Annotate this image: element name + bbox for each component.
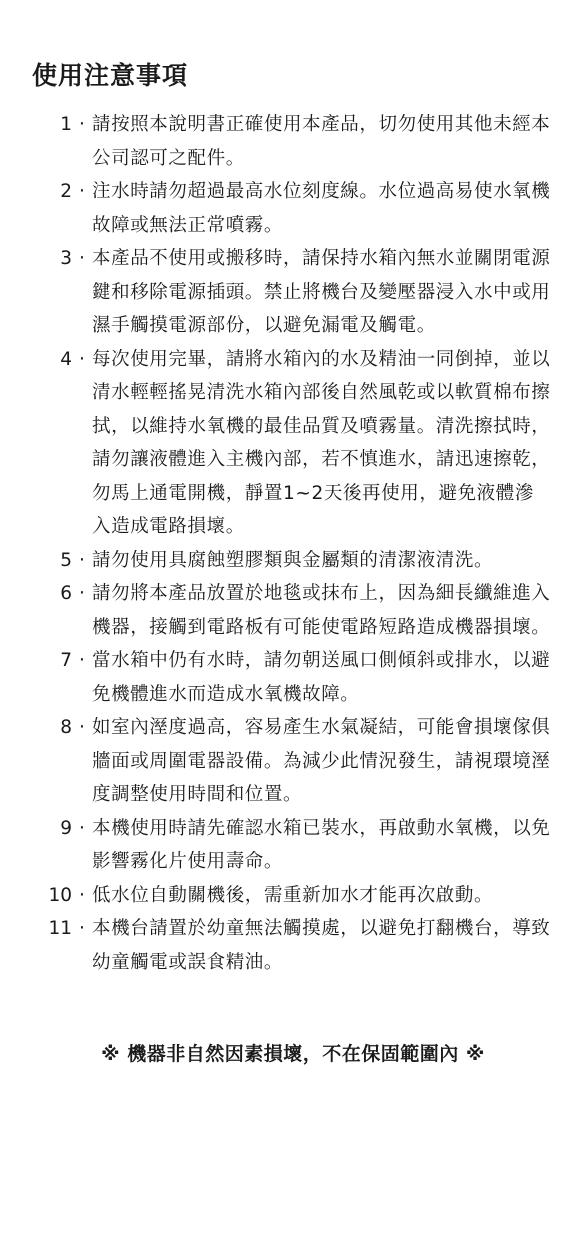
list-item	[32, 577, 586, 644]
item-separator: ·	[79, 650, 85, 671]
item-text: 如室內溼度過高，容易產生水氣凝結，可能會損壞傢俱牆面或周圍電器設備。為減少此情況發生，請視環境溼度調整使用時間和位置。	[92, 717, 551, 805]
item-number: 1	[60, 114, 72, 135]
list-item	[32, 879, 586, 913]
list-item	[32, 544, 586, 578]
item-text: 當水箱中仍有水時，請勿朝送風口側傾斜或排水，以避免機體進水而造成水氧機故障。	[92, 650, 551, 705]
item-separator: ·	[79, 717, 85, 738]
item-number: 2	[60, 181, 72, 202]
list-item	[32, 343, 586, 544]
item-text: 低水位自動關機後，需重新加水才能再次啟動。	[92, 884, 494, 906]
item-number: 9	[60, 817, 72, 839]
item-text: 本機台請置於幼童無法觸摸處，以避免打翻機台，導致幼童觸電或誤食精油。	[92, 918, 551, 973]
item-separator: ·	[79, 549, 85, 571]
list-item	[32, 912, 586, 979]
list-item	[32, 108, 586, 175]
item-separator: ·	[79, 884, 85, 906]
item-number: 10	[48, 884, 72, 906]
item-text: 注水時請勿超過最高水位刻度線。水位過高易使水氧機故障或無法正常噴霧。	[92, 181, 551, 236]
item-text: 每次使用完畢，請將水箱內的水及精油一同倒掉，並以清水輕輕搖晃清洗水箱內部後自然風乾或以軟質棉布擦拭，以維持水氧機的最佳品質及噴霧量。清洗擦拭時，請勿讓液體進入主機內部，若不慎進水，請迅速擦乾，勿馬上通電開機，靜置1~2天後再使用，避免液體滲入造成電路損壞。	[92, 348, 551, 537]
item-text: 本機使用時請先確認水箱已裝水，再啟動水氧機，以免影響霧化片使用壽命。	[92, 817, 551, 872]
list-item	[32, 711, 586, 812]
item-separator: ·	[79, 248, 85, 269]
notice-list	[32, 108, 586, 979]
item-number: 7	[60, 650, 72, 671]
item-number: 5	[60, 549, 72, 571]
list-item	[32, 242, 586, 343]
item-text: 請按照本說明書正確使用本產品，切勿使用其他未經本公司認可之配件。	[92, 114, 551, 169]
item-text: 本產品不使用或搬移時，請保持水箱內無水並關閉電源鍵和移除電源插頭。禁止將機台及變壓器浸入水中或用濕手觸摸電源部份，以避免漏電及觸電。	[92, 248, 551, 336]
item-separator: ·	[79, 583, 85, 604]
list-item	[32, 644, 586, 711]
item-separator: ·	[79, 114, 85, 135]
list-item	[32, 175, 586, 242]
item-number: 3	[60, 248, 72, 269]
item-number: 8	[60, 717, 72, 738]
item-separator: ·	[79, 181, 85, 202]
item-separator: ·	[79, 918, 85, 939]
item-separator: ·	[79, 348, 85, 370]
item-number: 4	[60, 348, 72, 370]
item-separator: ·	[79, 817, 85, 839]
item-text: 請勿使用具腐蝕塑膠類與金屬類的清潔液清洗。	[92, 549, 494, 571]
page-title: 使用注意事項	[32, 61, 189, 90]
item-number: 6	[60, 583, 72, 604]
list-item	[32, 812, 586, 879]
item-text: 請勿將本產品放置於地毯或抹布上，因為細長纖維進入機器，接觸到電路板有可能使電路短路造成機器損壞。	[92, 583, 551, 638]
item-number: 11	[48, 918, 72, 939]
warranty-notice: ※ 機器非自然因素損壞，不在保固範圍內 ※	[101, 1043, 485, 1065]
